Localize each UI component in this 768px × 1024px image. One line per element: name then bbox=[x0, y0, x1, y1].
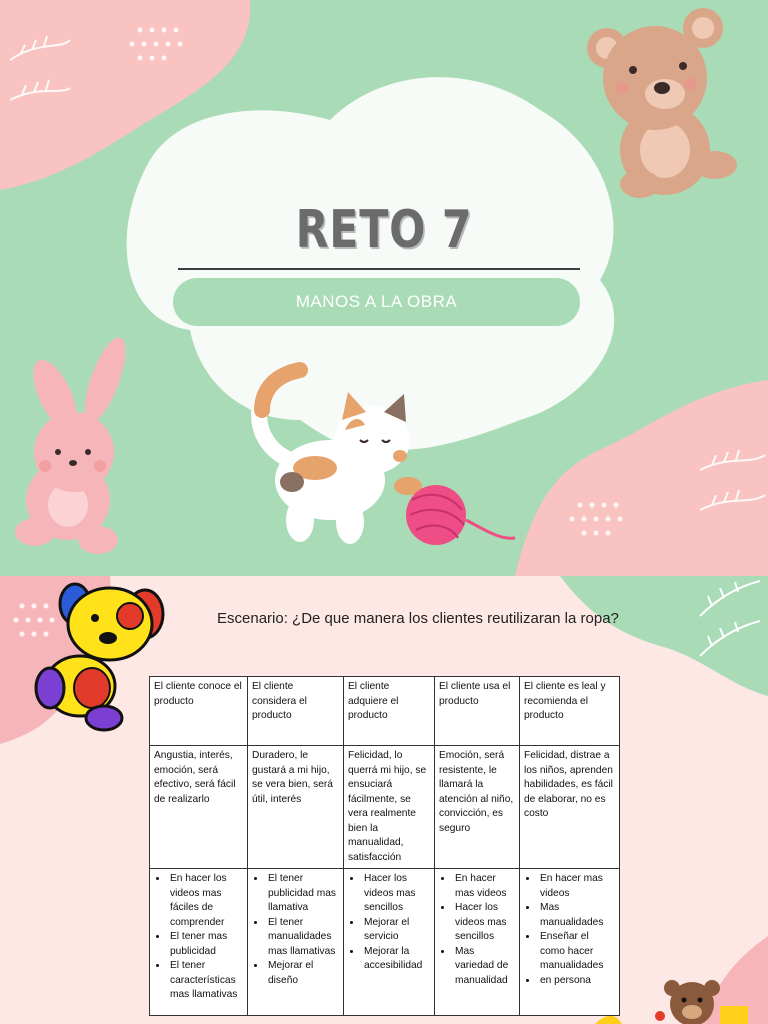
table-cell: Emoción, será resistente, le llamará la atención al niño, convicción, es seguro bbox=[435, 746, 520, 869]
subtitle-banner bbox=[173, 278, 580, 326]
list-item: • Mas variedad de manualidad bbox=[453, 945, 515, 989]
scenario-heading: Escenario: ¿De que manera los clientes reutilizaran la ropa? bbox=[217, 610, 619, 627]
page-title: RETO 7 bbox=[295, 200, 473, 260]
yarn-ball-illustration bbox=[406, 485, 515, 545]
list-item: • El tener manualidades mas llamativas bbox=[266, 916, 339, 960]
list-item: • Hacer los videos mas sencillos bbox=[362, 872, 430, 916]
title-divider bbox=[178, 268, 580, 270]
list-item: • Mejorar la accesibilidad bbox=[362, 945, 430, 974]
list-item: • En hacer mas videos bbox=[538, 872, 615, 901]
list-item: • El tener mas publicidad bbox=[168, 930, 243, 959]
table-header-cell: El cliente es leal y recomienda el producto bbox=[520, 677, 620, 746]
table-row-feelings bbox=[150, 746, 620, 869]
list-item: • Mas manualidades bbox=[538, 901, 615, 930]
list-item: • El tener características mas llamativas bbox=[168, 959, 243, 1003]
table-cell: Angustia, interés, emoción, será efectivo, será fácil de realizarlo bbox=[150, 746, 248, 869]
table-cell bbox=[435, 869, 520, 1016]
list-item: • Mejorar el diseño bbox=[266, 959, 339, 988]
bunny-illustration bbox=[15, 333, 134, 554]
slide-scenario bbox=[0, 576, 768, 1024]
table-cell bbox=[344, 869, 435, 1016]
teddy-bear-illustration bbox=[587, 8, 737, 198]
bullet-list bbox=[439, 872, 515, 988]
subtitle-text: MANOS A LA OBRA bbox=[295, 292, 458, 311]
list-item: • En hacer los videos mas fáciles de comprender bbox=[168, 872, 243, 930]
table-cell: Felicidad, lo querrá mi hijo, se ensuciará fácilmente, se vera realmente bien la manualidad, satisfacción bbox=[344, 746, 435, 869]
bullet-list bbox=[524, 872, 615, 988]
table-header-cell: El cliente adquiere el producto bbox=[344, 677, 435, 746]
list-item: • en persona bbox=[538, 974, 615, 989]
bullet-list bbox=[154, 872, 243, 1003]
table-cell bbox=[520, 869, 620, 1016]
bullet-list bbox=[348, 872, 430, 974]
table-header-cell: El cliente usa el producto bbox=[435, 677, 520, 746]
list-item: • Mejorar el servicio bbox=[362, 916, 430, 945]
list-item: • Enseñar el como hacer manualidades bbox=[538, 930, 615, 974]
table-header-cell: El cliente conoce el producto bbox=[150, 677, 248, 746]
bullet-list bbox=[252, 872, 339, 988]
customer-journey-table bbox=[149, 676, 620, 1016]
table-cell: Felicidad, distrae a los niños, aprenden habilidades, es fácil de elaborar, no es costo bbox=[520, 746, 620, 869]
table-cell bbox=[248, 869, 344, 1016]
list-item: • Hacer los videos mas sencillos bbox=[453, 901, 515, 945]
table-header-cell: El cliente considera el producto bbox=[248, 677, 344, 746]
table-cell bbox=[150, 869, 248, 1016]
table-header-row bbox=[150, 677, 620, 746]
list-item: • El tener publicidad mas llamativa bbox=[266, 872, 339, 916]
table-row-improvements bbox=[150, 869, 620, 1016]
table-cell: Duradero, le gustará a mi hijo, se vera bien, será útil, interés bbox=[248, 746, 344, 869]
list-item: • En hacer mas videos bbox=[453, 872, 515, 901]
